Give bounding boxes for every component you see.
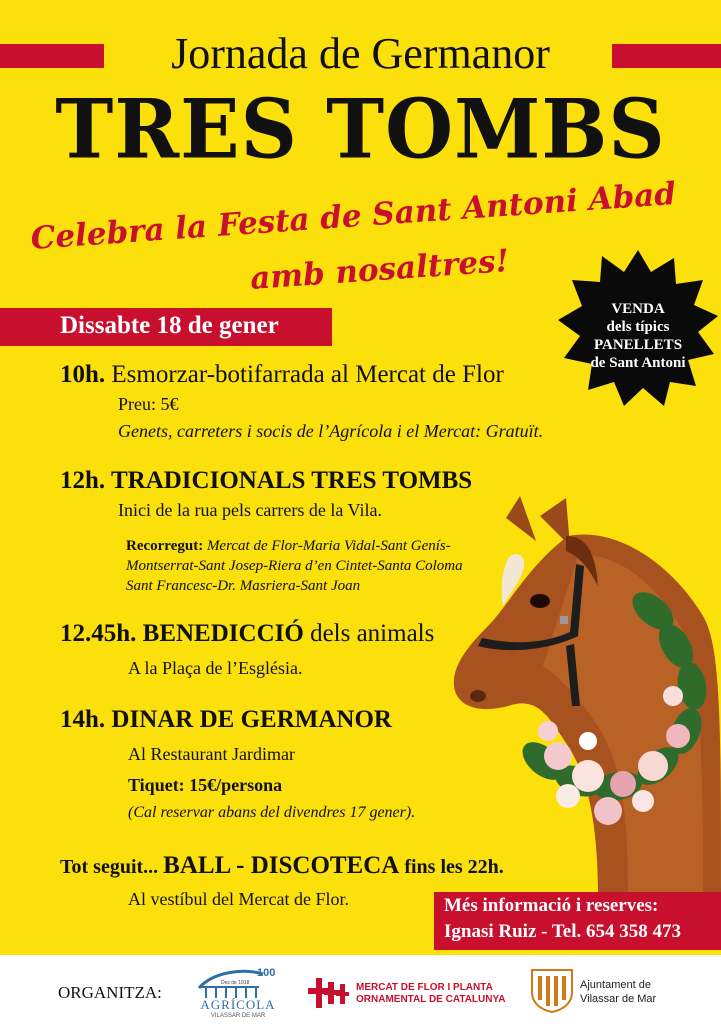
route-line-3: Sant Francesc-Dr. Masriera-Sant Joan — [126, 578, 361, 594]
event-4-title: DINAR DE GERMANOR — [111, 706, 392, 733]
event-1-time: 10h. — [60, 361, 106, 388]
event-1-note: Genets, carreters i socis de l’Agrícola i el Mercat: Gratuït. — [118, 421, 544, 441]
event-3-title: BENEDICCIÓ — [142, 620, 304, 647]
event-2-title: TRADICIONALS TRES TOMBS — [110, 467, 473, 494]
event-2-time: 12h. — [60, 467, 106, 494]
event-2-heading — [60, 467, 472, 495]
route-line-1 — [126, 538, 451, 555]
page-title: TRES TOMBS — [55, 81, 666, 178]
event-3-desc: A la Plaça de l’Església. — [128, 658, 303, 678]
mercat-line-2: ORNAMENTAL DE CATALUNYA — [356, 994, 506, 1005]
event-2-desc: Inici de la rua pels carrers de la Vila. — [118, 500, 382, 520]
event-4-desc: Al Restaurant Jardimar — [128, 744, 295, 764]
ajuntament-logo — [528, 966, 668, 1014]
slogan-line-1: Celebra la Festa de Sant Antoni Abad — [29, 175, 678, 257]
subtitle: Jornada de Germanor — [171, 29, 550, 78]
event-5-title: BALL - DISCOTECA — [163, 852, 400, 879]
panellets-badge — [572, 300, 704, 372]
event-5-heading — [60, 852, 504, 880]
agricola-since: Des de 1918 — [221, 980, 250, 986]
event-3-title-rest: dels animals — [310, 620, 435, 647]
mercat-line-1: MERCAT DE FLOR I PLANTA — [356, 982, 493, 993]
route-label: Recorregut: — [126, 538, 204, 554]
event-4-note: (Cal reservar abans del divendres 17 gener). — [128, 804, 416, 821]
event-3-time: 12.45h. — [60, 620, 137, 647]
event-5-lead: Tot seguit... — [60, 856, 159, 878]
horse-with-flower-wreath-illustration — [448, 496, 721, 896]
info-line-1: Més informació i reserves: — [444, 895, 659, 916]
event-4-heading — [60, 706, 392, 734]
info-contact: Ignasi Ruiz - Tel. 654 358 473 — [444, 921, 682, 942]
agricola-name: AGRÍCOLA — [200, 997, 276, 1012]
event-date: Dissabte 18 de gener — [60, 312, 279, 339]
route-line-2: Montserrat-Sant Josep-Riera d’en Cintet-Santa Coloma — [126, 558, 463, 574]
event-1-heading — [60, 361, 504, 389]
mercat-de-flor-logo — [306, 974, 516, 1010]
event-1-title: Esmorzar-botifarrada al Mercat de Flor — [111, 361, 504, 388]
route-text-1: Mercat de Flor-Maria Vidal-Sant Genís- — [206, 538, 451, 554]
organizers-label: ORGANITZA: — [58, 983, 162, 1002]
agricola-logo — [193, 962, 283, 1020]
event-4-ticket: Tiquet: 15€/persona — [128, 775, 283, 795]
ajuntament-line-2: Vilassar de Mar — [580, 993, 657, 1005]
badge-line: PANELLETS — [593, 337, 683, 353]
slogan-line-2: amb nosaltres! — [249, 242, 511, 298]
event-5-desc: Al vestíbul del Mercat de Flor. — [128, 889, 349, 909]
event-1-price: Preu: 5€ — [118, 394, 179, 414]
badge-line: dels típics — [606, 319, 670, 335]
event-5-rest: fins les 22h. — [404, 856, 504, 878]
agricola-badge: 100 — [257, 967, 276, 979]
badge-line: de Sant Antoni — [590, 355, 686, 371]
ajuntament-line-1: Ajuntament de — [580, 979, 651, 991]
badge-line: VENDA — [611, 301, 665, 317]
event-3-heading — [60, 620, 434, 648]
event-4-time: 14h. — [60, 706, 106, 733]
agricola-place: VILASSAR DE MAR — [210, 1013, 266, 1019]
